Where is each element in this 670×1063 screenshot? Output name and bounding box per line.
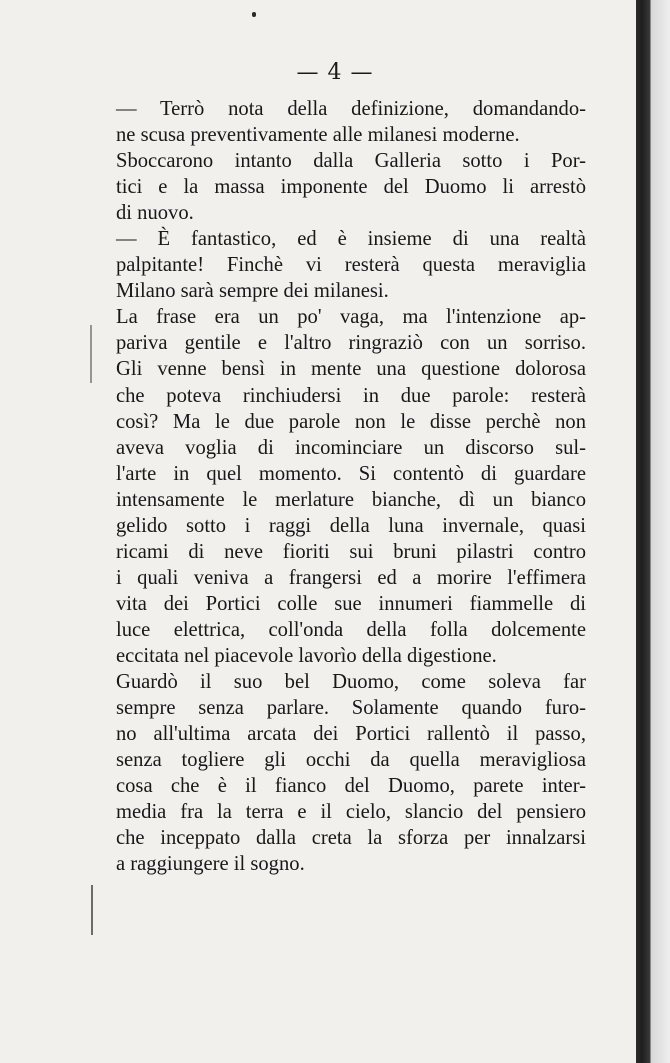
text-line: — Terrò nota della definizione, domandando- [116,98,586,120]
book-binding-edge [636,0,670,1063]
text-line: Sboccarono intanto dalla Galleria sotto i Por- [116,150,586,173]
ink-speck [252,12,256,17]
text-line: Guardò il suo bel Duomo, come soleva far [116,671,586,694]
text-line: Milano sarà sempre dei milanesi. [116,280,389,303]
text-line: intensamente le merlature bianche, dì un bianco [116,488,586,511]
text-line: luce elettrica, coll'onda della folla dolcemente [116,618,586,641]
text-line: palpitante! Finchè vi resterà questa meraviglia [116,254,586,277]
body-text [116,96,586,877]
page-number: — 4 — [296,60,374,85]
text-line: media fra la terra e il cielo, slancio del pensiero [116,801,586,824]
text-line: sempre senza parlare. Solamente quando furo- [116,697,586,720]
text-line: cosa che è il fianco del Duomo, parete inter- [116,775,586,798]
text-line: Gli venne bensì in mente una questione dolorosa [116,358,586,381]
text-line: — È fantastico, ed è insieme di una realtà [116,228,586,251]
text-line: di nuovo. [116,202,194,225]
text-line: La frase era un po' vaga, ma l'intenzione ap- [116,306,586,329]
margin-pencil-mark [90,325,92,383]
text-line: pariva gentile e l'altro ringraziò con un sorriso. [116,332,586,355]
text-line: ricami di neve fioriti sui bruni pilastri contro [116,540,586,563]
text-line: così? Ma le due parole non le disse perchè non [116,410,586,433]
text-line: che inceppato dalla creta la sforza per innalzarsi [116,827,586,850]
text-line: vita dei Portici colle sue innumeri fiammelle di [116,592,586,615]
text-line: i quali veniva a frangersi ed a morire l'effimera [116,566,586,589]
text-line: no all'ultima arcata dei Portici rallentò il passo, [116,723,586,746]
text-line: senza togliere gli occhi da quella meravigliosa [116,749,586,772]
margin-pencil-mark [91,885,93,935]
text-line: gelido sotto i raggi della luna invernale, quasi [116,514,586,537]
text-line: eccitata nel piacevole lavorìo della digestione. [116,644,497,667]
text-line: l'arte in quel momento. Si contentò di guardare [116,462,586,485]
text-line: a raggiungere il sogno. [116,853,305,876]
text-line: tici e la massa imponente del Duomo li arrestò [116,176,586,199]
text-line: ne scusa preventivamente alle milanesi moderne. [116,124,520,147]
text-line: che poteva rinchiudersi in due parole: resterà [116,384,586,407]
text-line: aveva voglia di incominciare un discorso sul- [116,436,586,459]
